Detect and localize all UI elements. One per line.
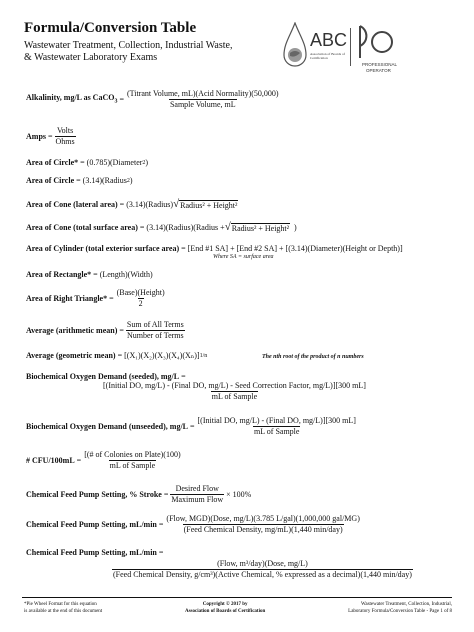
pump-ml1-denominator: (Feed Chemical Density, mg/mL)(1,440 min/day) [183,525,343,534]
water-drop-globe-icon [282,22,308,72]
formula-pump-ml-min-2-label: Chemical Feed Pump Setting, mL/min = [26,548,164,557]
circle1-exp: 2 [142,160,146,166]
bod-unseeded-numerator: [(Initial DO, mg/L) - (Final DO, mg/L)][300 mL] [197,416,356,425]
footer-left-line-1: *Pie Wheel Format for this equation [24,602,97,607]
footer-center [185,601,265,615]
subtitle-line-1: Wastewater Treatment, Collection, Industrial Waste, [24,40,233,51]
rectangle-rhs: (Length)(Width) [99,270,153,279]
bod-seeded-denominator: mL of Sample [211,392,258,401]
triangle-denominator: 2 [138,299,143,308]
circle2-rhs: (3.14)(Radius [82,176,127,185]
footer-left-line-2: is available at the end of this document [24,609,103,614]
triangle-numerator: (Base)(Height) [116,288,165,297]
cylinder-rhs: [End #1 SA] + [End #2 SA] + [(3.14)(Diameter)(Height or Depth)] [187,244,403,253]
mean-geo-exp: 1/n [199,353,208,359]
pump-ml1-label: Chemical Feed Pump Setting, mL/min [26,519,157,529]
formula-bod-seeded-fraction [100,382,369,401]
square-root-icon: √ [173,198,180,210]
pump-ml2-label: Chemical Feed Pump Setting, mL/min [26,548,157,557]
amps-numerator: Volts [56,126,74,135]
pump-ml1-numerator: (Flow, MGD)(Dose, mg/L)(3.785 L/gal)(1,000,000 gal/MG) [166,514,360,523]
alkalinity-denominator: Sample Volume, mL [169,100,236,109]
formula-pump-ml-min-1: Chemical Feed Pump Setting, mL/min = $\frac{\text{(Flow, MGD)(Dose, mg/L)(3.785 L/gal)(1,000,000 gal/MG)}}{\text{(Feed Chemical Density, mg/mL)(1,440 min/day)}}$ [26,514,360,534]
formula-bod-unseeded: Biochemical Oxygen Demand (unseeded), mg/L = $\frac{\text{[(Initial DO, mg/L) - (Final DO, mg/L)][300 mL]}}{\text{mL of Sample}}$ [26,416,356,436]
abc-letters: ABC [310,30,348,50]
cone-total-close: ) [294,222,297,232]
po-letters [356,24,357,25]
circle2-close: ) [129,176,133,185]
formula-circle-diameter: Area of Circle* = (0.785)(Diameter 2 ) [26,158,149,167]
formula-geometric-mean: Average (geometric mean) = [(X₁)(X₂)(X₃)(X₄)(Xₙ)] 1/n [26,351,208,360]
subtitle-line-2: & Wastewater Laboratory Exams [24,52,158,63]
footer-center-line-2: Association of Boards of Certification [185,609,266,614]
cfu-label: # CFU/100mL [26,455,75,465]
formula-pump-ml-min-2-fraction [110,560,415,579]
formula-pump-stroke: Chemical Feed Pump Setting, % Stroke = $\frac{\text{Desired Flow}}{\text{Maximum Flow}}$ × 100% [26,484,252,504]
po-badge-icon [356,24,396,60]
circle1-rhs: (0.785)(Diameter [86,158,143,167]
mean-geo-label: Average (geometric mean) [26,351,116,360]
formula-cfu: # CFU/100mL = $\frac{\text{[(\# of Colonies on Plate)(100)}}{\text{mL of Sample}}$ [26,450,181,470]
cone-lateral-label: Area of Cone (lateral area) [26,199,118,209]
mean-arith-label: Average (arithmetic mean) [26,325,118,335]
formula-cone-total: Area of Cone (total surface area) = (3.14)(Radius)(Radius + √ Radius² + Height² ) [26,221,297,233]
footer-right [318,601,452,615]
bod-seeded-label: Biochemical Oxygen Demand (seeded), mg/L [26,372,180,381]
bod-unseeded-label: Biochemical Oxygen Demand (unseeded), mg/L [26,421,188,431]
cfu-denominator: mL of Sample [109,461,156,470]
alkalinity-label: Alkalinity, mg/L as CaCO$_3$ [26,93,118,105]
circle2-exp: 2 [126,178,130,184]
po-caption-2: OPERATOR [366,68,391,73]
circle1-close: ) [145,158,149,167]
cone-total-label: Area of Cone (total surface area) [26,222,138,232]
formula-cylinder: Area of Cylinder (total exterior surface area) = [End #1 SA] + [End #2 SA] + [(3.14)(Diameter)(Height or Depth)] [26,244,403,253]
footer-right-line-2: Laboratory Formula/Conversion Table - Page 1 of 8 [348,609,452,614]
rectangle-label: Area of Rectangle* [26,270,92,279]
pump-stroke-label: Chemical Feed Pump Setting, % Stroke [26,489,162,499]
footer-right-line-1: Wastewater Treatment, Collection, Industrial, [361,602,452,607]
cone-lateral-rhs: (3.14)(Radius) [126,199,174,209]
formula-circle-radius: Area of Circle = (3.14)(Radius 2 ) [26,176,133,185]
formula-alkalinity: Alkalinity, mg/L as CaCO$_3$ = $\frac{\text{(Titrant Volume, mL)(Acid Normality)(50,000)}}{\text{Sample Volume, mL}}$ [26,89,279,109]
pump-stroke-numerator: Desired Flow [175,484,219,493]
bod-unseeded-denominator: mL of Sample [253,427,300,436]
mean-arith-denominator: Number of Terms [127,331,184,340]
triangle-label: Area of Right Triangle* [26,293,108,303]
formula-right-triangle: Area of Right Triangle* = $\frac{\text{(Base)(Height)}}{2}$ [26,288,165,308]
circle1-label: Area of Circle* [26,158,79,167]
cone-total-root: Radius² + Height² [231,223,290,233]
circle2-label: Area of Circle [26,176,75,185]
po-logo [356,24,420,76]
formula-cone-lateral: Area of Cone (lateral area) = (3.14)(Radius) √ Radius² + Height² [26,198,238,210]
cylinder-label: Area of Cylinder (total exterior surface area) [26,244,180,253]
pump-ml2-numerator: (Flow, m³/day)(Dose, mg/L) [217,559,308,568]
po-caption-1: PROFESSIONAL [362,62,398,67]
pump-stroke-denominator: Maximum Flow [171,495,224,504]
page-title: Formula/Conversion Table [24,20,197,36]
mean-geo-note: The nth root of the product of n numbers [262,354,364,360]
pump-stroke-tail: × 100% [226,489,252,499]
formula-amps: Amps = $\frac{\text{Volts}}{\text{Ohms}}$ [26,126,75,146]
amps-label: Amps [26,131,47,141]
mean-geo-rhs: [(X₁)(X₂)(X₃)(X₄)(Xₙ)] [124,351,200,360]
square-root-icon: √ [224,221,231,233]
pump-ml2-denominator: (Feed Chemical Density, g/cm³)(Active Chemical, % expressed as a decimal)(1,440 min/day) [113,570,412,579]
cone-lateral-root: Radius² + Height² [180,200,238,210]
abc-logo [282,22,348,74]
cone-total-rhs: (3.14)(Radius)(Radius + [146,222,225,232]
mean-arith-numerator: Sum of All Terms [126,320,184,329]
amps-denominator: Ohms [55,137,75,146]
abc-caption: Association of Boards of Certification [310,52,345,60]
formula-arithmetic-mean: Average (arithmetic mean) = $\frac{\text{Sum of All Terms}}{\text{Number of Terms}}$ [26,320,184,340]
formula-rectangle: Area of Rectangle* = (Length)(Width) [26,270,153,279]
alkalinity-numerator: (Titrant Volume, mL)(Acid Normality)(50,000) [126,89,279,98]
logo-divider [350,28,351,66]
footer-rule [22,597,452,598]
footer-center-line-1: Copyright © 2017 by [202,602,248,607]
bod-seeded-numerator: [(Initial DO, mg/L) - (Final DO, mg/L) - Seed Correction Factor, mg/L)][300 mL] [103,381,366,390]
cfu-numerator: [(# of Colonies on Plate)(100) [84,450,181,459]
cylinder-note: Where SA = surface area [213,254,274,260]
footer-left [24,601,102,615]
formula-bod-seeded-label: Biochemical Oxygen Demand (seeded), mg/L = [26,372,186,381]
